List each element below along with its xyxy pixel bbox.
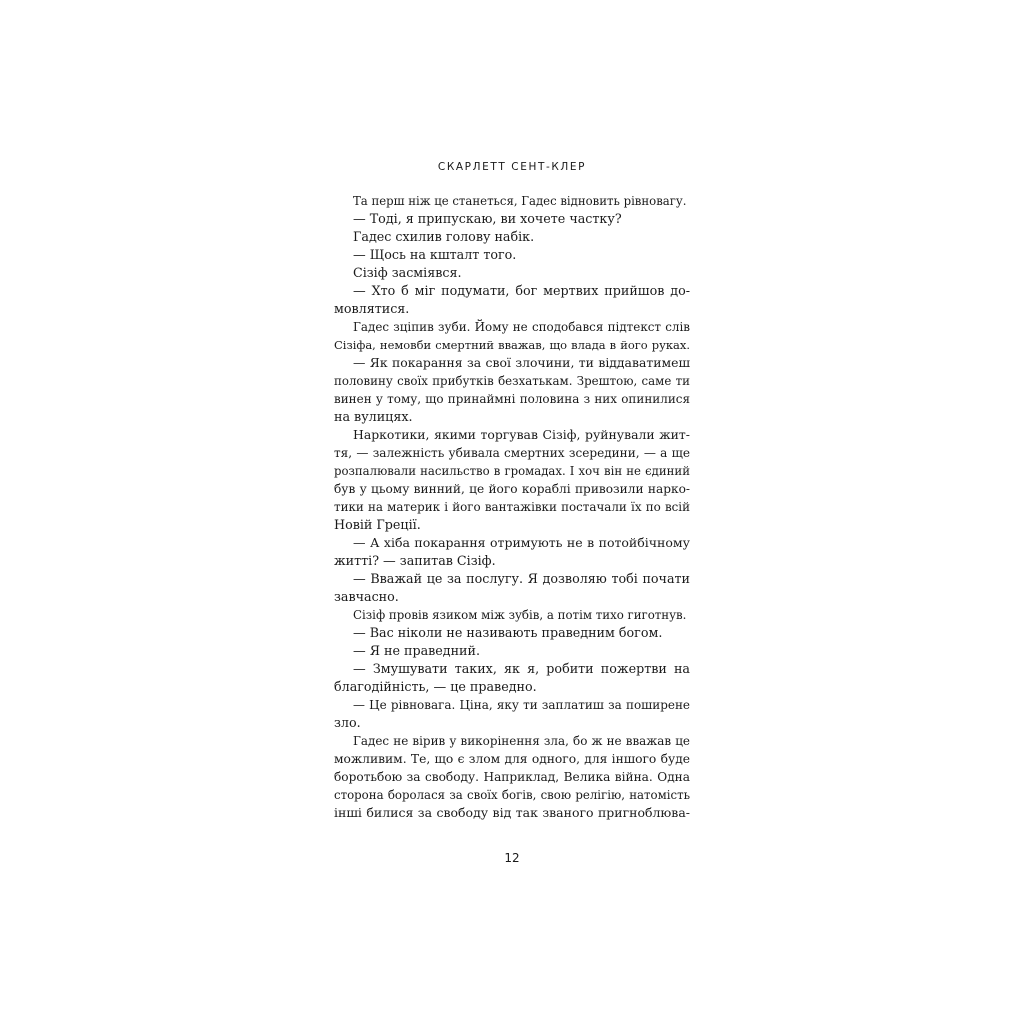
text-line: — Це рівновага. Ціна, яку ти заплатиш за поширене	[353, 698, 690, 712]
text-line: половину своїх прибутків безхатькам. Зрештою, саме ти	[334, 374, 690, 388]
text-line: — Вас ніколи не називають праведним богом.	[353, 625, 663, 640]
text-line: інші билися за свободу від так званого пригноблюва-	[334, 805, 690, 820]
text-line: завчасно.	[334, 589, 399, 604]
text-line: Гадес не вірив у викорінення зла, бо ж не вважав це	[353, 734, 690, 748]
text-line: — Щось на кшталт того.	[353, 247, 517, 262]
text-line: сторона боролася за своїх богів, свою релігію, натомість	[334, 788, 690, 802]
text-line: — Вважай це за послугу. Я дозволяю тобі почати	[353, 571, 690, 586]
text-line: боротьбою за свободу. Наприклад, Велика війна. Одна	[334, 770, 690, 784]
page-number: 12	[504, 851, 520, 865]
text-line: — Я не праведний.	[353, 643, 481, 658]
body-text	[334, 192, 690, 822]
text-line: розпалювали насильство в громадах. І хоч він не єдиний	[334, 464, 690, 478]
text-line: — А хіба покарання отримують не в потойбічному	[353, 535, 690, 550]
text-line: Гадес зціпив зуби. Йому не сподобався підтекст слів	[353, 320, 690, 334]
text-line: був у цьому винний, це його кораблі привозили нарко-	[334, 482, 690, 496]
text-line: — Змушувати таких, як я, робити пожертви на	[353, 661, 690, 676]
text-line: — Хто б міг подумати, бог мертвих прийшов до-	[353, 283, 690, 298]
text-line: винен у тому, що принаймні половина з них опинилися	[334, 392, 690, 406]
text-line: Сізіф засміявся.	[353, 265, 462, 280]
text-line: можливим. Те, що є злом для одного, для іншого буде	[334, 752, 690, 766]
text-line: Гадес схилив голову набік.	[353, 229, 535, 244]
text-line: на вулицях.	[334, 409, 413, 424]
text-line: тики на материк і його вантажівки постачали їх по всій	[334, 500, 690, 514]
text-line: Новій Греції.	[334, 517, 421, 532]
text-line: Наркотики, якими торгував Сізіф, руйнували жит-	[353, 427, 690, 442]
text-line: Та перш ніж це станеться, Гадес відновить рівновагу.	[353, 194, 687, 208]
text-line: — Як покарання за свої злочини, ти віддаватимеш	[353, 355, 690, 370]
text-line: Сізіф провів язиком між зубів, а потім тихо гиготнув.	[353, 608, 687, 622]
text-line: зло.	[334, 715, 361, 730]
text-line: житті? — запитав Сізіф.	[334, 553, 496, 568]
running-head: СКАРЛЕТТ СЕНТ-КЛЕР	[437, 161, 587, 173]
text-line: благодійність, — це праведно.	[334, 679, 537, 694]
text-line: — Тоді, я припускаю, ви хочете частку?	[353, 211, 622, 226]
text-line: Сізіфа, немовби смертний вважав, що влада в його руках.	[334, 338, 690, 352]
text-line: тя, — залежність убивала смертних зсередини, — а ще	[334, 446, 690, 460]
text-line: мовлятися.	[334, 301, 410, 316]
